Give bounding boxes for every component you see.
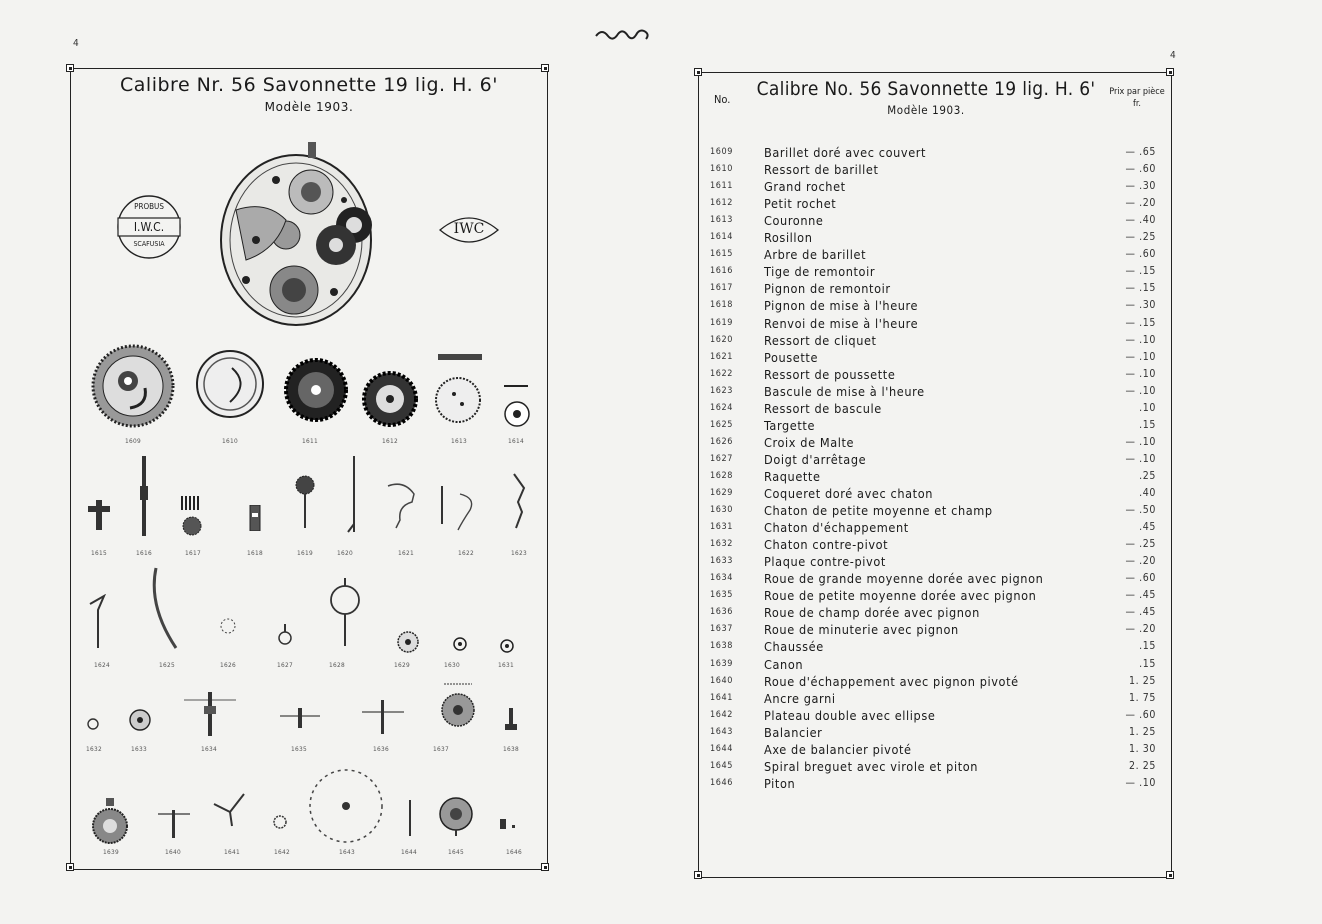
part-1624-spring xyxy=(86,594,110,650)
part-1639-hour-wheel xyxy=(90,798,130,846)
list-item xyxy=(700,333,1170,350)
right-page-number: 4 xyxy=(1170,50,1176,61)
part-price: — .10 xyxy=(1125,350,1156,363)
figure-label: 1611 xyxy=(301,437,319,445)
part-number: 1636 xyxy=(710,607,734,618)
figure-label: 1635 xyxy=(290,745,308,753)
number-column-header: No. xyxy=(714,93,731,106)
figure-label: 1613 xyxy=(450,437,468,445)
part-1640-escape-wheel xyxy=(156,806,192,838)
figure-label: 1644 xyxy=(400,848,418,856)
left-page-number: 4 xyxy=(73,38,79,49)
part-1631-jewel-setting xyxy=(499,638,515,654)
part-description: Spiral breguet avec virole et piton xyxy=(764,758,979,774)
part-price: .15 xyxy=(1139,418,1156,431)
part-description: Chaton d'échappement xyxy=(764,520,909,536)
figure-label: 1632 xyxy=(85,745,103,753)
part-price: .40 xyxy=(1139,487,1156,499)
part-price: — .20 xyxy=(1125,623,1156,636)
list-item xyxy=(700,708,1170,725)
list-item xyxy=(700,179,1170,196)
part-price: .10 xyxy=(1139,401,1156,414)
probus-logo-top: PROBUS xyxy=(134,202,164,211)
part-number: 1612 xyxy=(710,198,734,209)
part-description: Grand rochet xyxy=(764,179,846,195)
movement-illustration xyxy=(216,140,376,330)
figure-label: 1642 xyxy=(273,848,291,856)
list-item xyxy=(700,196,1170,213)
part-1621-pusher xyxy=(384,480,420,532)
price-column-header xyxy=(1104,86,1170,110)
figure-label: 1618 xyxy=(246,549,264,557)
part-1610-mainspring xyxy=(194,348,266,420)
part-description: Petit rochet xyxy=(764,196,837,212)
figure-label: 1645 xyxy=(447,848,465,856)
part-description: Tige de remontoir xyxy=(764,264,876,280)
part-description: Canon xyxy=(764,656,804,672)
part-number: 1633 xyxy=(710,556,734,567)
list-item xyxy=(700,605,1170,622)
part-description: Ressort de barillet xyxy=(764,162,879,178)
frame-corner xyxy=(694,68,702,76)
part-1644-staff xyxy=(406,800,414,836)
price-header-currency: fr. xyxy=(1133,99,1141,109)
frame-corner xyxy=(541,863,549,871)
frame-corner xyxy=(1166,871,1174,879)
list-item xyxy=(700,588,1170,605)
figure-label: 1621 xyxy=(397,549,415,557)
part-number: 1625 xyxy=(710,419,734,430)
list-item xyxy=(700,657,1170,674)
part-1626-maltese-cross xyxy=(218,616,238,636)
part-description: Chaussée xyxy=(764,639,824,655)
part-number: 1641 xyxy=(710,692,734,703)
part-number: 1627 xyxy=(710,453,734,464)
part-description: Plateau double avec ellipse xyxy=(764,707,936,723)
list-item xyxy=(700,281,1170,298)
figure-label: 1619 xyxy=(296,549,314,557)
part-price: — .30 xyxy=(1125,299,1156,312)
part-price: 1. 75 xyxy=(1128,691,1156,704)
part-1618-pinion xyxy=(248,505,262,531)
list-item xyxy=(700,247,1170,264)
part-price: .25 xyxy=(1139,469,1156,482)
part-price: — .60 xyxy=(1125,248,1156,261)
frame-corner xyxy=(541,64,549,72)
part-1638-cannon-pinion xyxy=(504,708,518,732)
part-1635-wheel xyxy=(278,706,322,728)
list-item xyxy=(700,435,1170,452)
probus-logo-center: I.W.C. xyxy=(133,220,165,234)
list-item xyxy=(700,674,1170,691)
list-item xyxy=(700,776,1170,793)
part-description: Roue de petite moyenne dorée avec pignon xyxy=(764,588,1037,604)
figure-label: 1634 xyxy=(200,745,218,753)
left-page-title: Calibre Nr. 56 Savonnette 19 lig. H. 6' xyxy=(120,74,498,96)
part-number: 1615 xyxy=(710,249,734,260)
part-description: Pignon de remontoir xyxy=(764,281,891,297)
list-item xyxy=(700,691,1170,708)
ornament xyxy=(594,24,654,44)
part-price: — .40 xyxy=(1125,214,1156,227)
probus-logo-bottom: SCAFUSIA xyxy=(133,240,165,248)
part-description: Chaton de petite moyenne et champ xyxy=(764,503,993,519)
list-item xyxy=(700,469,1170,486)
part-1622-spring xyxy=(436,484,480,534)
part-1642-roller xyxy=(272,814,288,830)
part-number: 1643 xyxy=(710,726,734,737)
part-description: Plaque contre-pivot xyxy=(764,554,886,570)
part-number: 1637 xyxy=(710,624,734,635)
part-description: Coqueret doré avec chaton xyxy=(764,486,934,501)
list-item xyxy=(700,639,1170,656)
iwc-logo xyxy=(438,212,500,248)
part-number: 1632 xyxy=(710,539,734,550)
figure-label: 1620 xyxy=(336,549,354,557)
list-item xyxy=(700,622,1170,639)
part-price: 1. 25 xyxy=(1128,674,1156,687)
part-1609-barrel xyxy=(90,343,176,429)
part-price: — .10 xyxy=(1125,452,1156,465)
figure-label: 1614 xyxy=(507,437,525,445)
part-number: 1623 xyxy=(710,385,734,396)
part-1616-stem xyxy=(138,456,150,536)
part-number: 1622 xyxy=(710,368,734,379)
part-price: — .45 xyxy=(1125,589,1156,602)
list-item xyxy=(700,213,1170,230)
part-number: 1645 xyxy=(710,760,734,771)
part-price: — .15 xyxy=(1125,282,1156,295)
part-1629-cock xyxy=(396,630,420,654)
part-description: Balancier xyxy=(764,724,823,740)
part-price: — .45 xyxy=(1125,606,1156,619)
part-description: Renvoi de mise à l'heure xyxy=(764,315,919,331)
part-description: Targette xyxy=(764,417,816,433)
part-description: Roue de champ dorée avec pignon xyxy=(764,605,980,621)
part-price: 1. 30 xyxy=(1128,742,1156,755)
part-price: — .10 xyxy=(1125,367,1156,380)
list-item xyxy=(700,367,1170,384)
figure-label: 1625 xyxy=(158,661,176,669)
list-item xyxy=(700,725,1170,742)
part-price: — .15 xyxy=(1125,316,1156,329)
part-1620-spring xyxy=(346,454,360,534)
list-item xyxy=(700,742,1170,759)
part-price: — .10 xyxy=(1125,384,1156,397)
list-item xyxy=(700,384,1170,401)
list-item xyxy=(700,571,1170,588)
part-price: — .20 xyxy=(1125,555,1156,568)
part-number: 1619 xyxy=(710,317,734,328)
figure-label: 1637 xyxy=(432,745,450,753)
figure-label: 1624 xyxy=(93,661,111,669)
figure-label: 1616 xyxy=(135,549,153,557)
list-item xyxy=(700,759,1170,776)
list-item xyxy=(700,298,1170,315)
part-price: — .30 xyxy=(1125,180,1156,193)
figure-label: 1643 xyxy=(338,848,356,856)
list-item xyxy=(700,452,1170,469)
figure-label: 1631 xyxy=(497,661,515,669)
figure-label: 1629 xyxy=(393,661,411,669)
list-item xyxy=(700,401,1170,418)
list-item xyxy=(700,554,1170,571)
part-1617-pinion xyxy=(180,494,204,538)
part-description: Couronne xyxy=(764,213,824,229)
part-1628-regulator xyxy=(328,576,362,648)
part-description: Roue de grande moyenne dorée avec pignon xyxy=(764,571,1044,587)
frame-corner xyxy=(694,871,702,879)
left-page-subtitle: Modèle 1903. xyxy=(264,100,354,114)
figure-label: 1630 xyxy=(443,661,461,669)
figure-label: 1609 xyxy=(124,437,142,445)
part-number: 1616 xyxy=(710,266,734,277)
part-description: Chaton contre-pivot xyxy=(764,537,889,553)
part-description: Pignon de mise à l'heure xyxy=(764,298,919,314)
part-1641-anchor xyxy=(212,790,248,830)
part-number: 1626 xyxy=(710,436,734,447)
part-1636-wheel xyxy=(360,700,406,734)
right-page-subtitle: Modèle 1903. xyxy=(887,103,965,117)
part-price: — .10 xyxy=(1125,776,1156,789)
figure-label: 1641 xyxy=(223,848,241,856)
figure-label: 1640 xyxy=(164,848,182,856)
figure-label: 1610 xyxy=(221,437,239,445)
part-description: Ancre garni xyxy=(764,690,836,706)
figure-label: 1646 xyxy=(505,848,523,856)
figure-label: 1638 xyxy=(502,745,520,753)
part-price: — .50 xyxy=(1125,504,1156,517)
figure-label: 1633 xyxy=(130,745,148,753)
figure-label: 1617 xyxy=(184,549,202,557)
part-number: 1646 xyxy=(710,777,734,788)
part-number: 1617 xyxy=(710,283,734,294)
part-number: 1628 xyxy=(710,470,734,481)
part-number: 1631 xyxy=(710,522,734,533)
part-price: — .65 xyxy=(1125,146,1156,158)
part-1634-wheel xyxy=(182,692,238,736)
part-price: — .10 xyxy=(1125,333,1156,346)
part-price: 2. 25 xyxy=(1128,759,1156,772)
part-description: Doigt d'arrêtage xyxy=(764,451,867,467)
part-number: 1624 xyxy=(710,402,734,413)
list-item xyxy=(700,350,1170,367)
list-item xyxy=(700,316,1170,333)
part-1633-plate xyxy=(128,708,152,732)
part-price: — .60 xyxy=(1125,572,1156,585)
part-price: — .10 xyxy=(1125,435,1156,448)
part-description: Roue de minuterie avec pignon xyxy=(764,622,959,638)
list-item xyxy=(700,486,1170,503)
frame-corner xyxy=(1166,68,1174,76)
part-1646-stud xyxy=(498,816,520,830)
list-item xyxy=(700,520,1170,537)
frame-corner xyxy=(66,64,74,72)
part-number: 1610 xyxy=(710,164,734,175)
part-number: 1618 xyxy=(710,300,734,311)
part-description: Rosillon xyxy=(764,230,813,246)
part-description: Arbre de barillet xyxy=(764,247,867,263)
list-item xyxy=(700,503,1170,520)
part-price: — .25 xyxy=(1125,231,1156,244)
part-price: — .15 xyxy=(1125,265,1156,278)
part-description: Ressort de bascule xyxy=(764,400,882,416)
part-1611-crown-wheel xyxy=(284,358,348,422)
part-1630-jewel-setting xyxy=(452,636,468,652)
part-1625-targette xyxy=(148,566,184,652)
part-price: .45 xyxy=(1139,521,1156,534)
part-price: — .60 xyxy=(1125,708,1156,721)
part-1615-arbor xyxy=(86,496,112,532)
price-header-label: Prix par pièce xyxy=(1109,87,1165,97)
part-1612-ratchet xyxy=(362,371,418,427)
probus-logo xyxy=(116,194,182,260)
part-description: Raquette xyxy=(764,468,821,484)
part-1619-wheel xyxy=(294,474,316,530)
list-item xyxy=(700,418,1170,435)
part-description: Ressort de poussette xyxy=(764,366,896,382)
figure-label: 1626 xyxy=(219,661,237,669)
part-1627-finger xyxy=(276,624,294,646)
part-number: 1635 xyxy=(710,590,734,601)
part-description: Bascule de mise à l'heure xyxy=(764,383,925,399)
part-description: Croix de Malte xyxy=(764,434,855,450)
iwc-logo-text: IWC xyxy=(453,221,485,237)
part-price: 1. 25 xyxy=(1128,725,1156,738)
part-number: 1642 xyxy=(710,709,734,720)
figure-label: 1628 xyxy=(328,661,346,669)
part-number: 1630 xyxy=(710,505,734,516)
part-number: 1634 xyxy=(710,573,734,584)
right-page-title: Calibre No. 56 Savonnette 19 lig. H. 6' xyxy=(756,78,1096,100)
part-description: Piton xyxy=(764,775,796,791)
part-1614-rosillon xyxy=(502,380,532,430)
part-number: 1629 xyxy=(710,488,734,498)
part-number: 1640 xyxy=(710,675,734,686)
figure-label: 1612 xyxy=(381,437,399,445)
part-price: — .60 xyxy=(1125,163,1156,176)
part-number: 1620 xyxy=(710,334,734,345)
part-price: .15 xyxy=(1139,640,1156,653)
figure-label: 1623 xyxy=(510,549,528,557)
part-1643-balance xyxy=(306,766,386,846)
figure-label: 1627 xyxy=(276,661,294,669)
list-item xyxy=(700,537,1170,554)
part-number: 1609 xyxy=(710,147,734,157)
figure-label: 1636 xyxy=(372,745,390,753)
part-number: 1621 xyxy=(710,351,734,362)
part-1632-endstone xyxy=(86,716,100,730)
list-item xyxy=(700,230,1170,247)
list-item xyxy=(700,264,1170,281)
part-1637-wheel xyxy=(438,682,478,730)
figure-label: 1615 xyxy=(90,549,108,557)
part-description: Axe de balancier pivoté xyxy=(764,741,912,757)
part-description: Ressort de cliquet xyxy=(764,332,877,348)
part-number: 1613 xyxy=(710,215,734,226)
part-1645-hairspring xyxy=(438,796,474,836)
frame-corner xyxy=(66,863,74,871)
part-1623-lever xyxy=(508,472,530,532)
part-price: — .20 xyxy=(1125,197,1156,210)
list-item xyxy=(700,145,1170,162)
part-number: 1638 xyxy=(710,641,734,652)
part-description: Pousette xyxy=(764,349,819,365)
part-1613-crown xyxy=(432,350,488,430)
part-price: — .25 xyxy=(1125,538,1156,551)
part-number: 1611 xyxy=(710,181,734,192)
part-price: .15 xyxy=(1139,657,1156,670)
part-description: Barillet doré avec couvert xyxy=(764,145,927,160)
part-number: 1639 xyxy=(710,658,734,669)
part-number: 1644 xyxy=(710,743,734,754)
figure-label: 1639 xyxy=(102,848,120,856)
list-item xyxy=(700,162,1170,179)
part-description: Roue d'échappement avec pignon pivoté xyxy=(764,673,1019,689)
part-number: 1614 xyxy=(710,232,734,243)
figure-label: 1622 xyxy=(457,549,475,557)
